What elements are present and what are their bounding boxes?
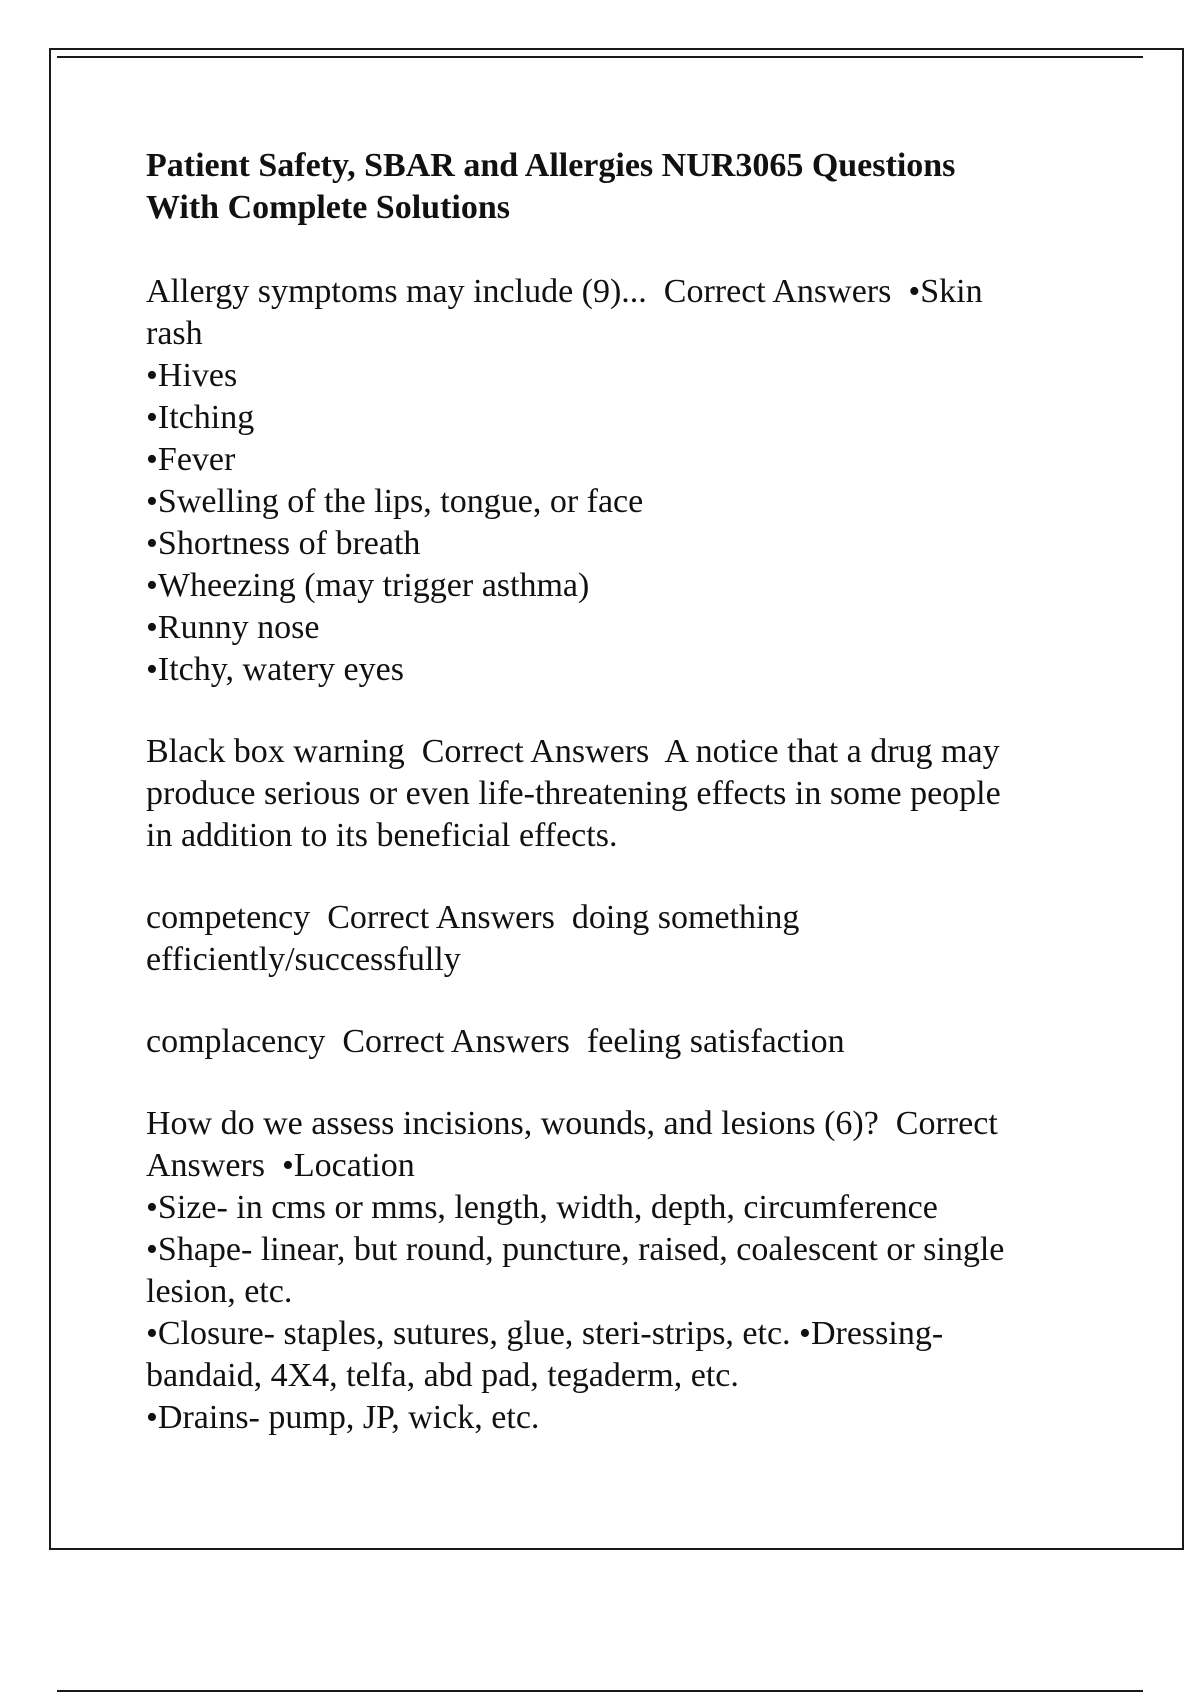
- qa-line: •Wheezing (may trigger asthma): [146, 567, 590, 604]
- qa-line: •Hives: [146, 357, 238, 394]
- qa-line: produce serious or even life-threatening effects in some people: [146, 775, 1001, 812]
- qa-line: Black box warning Correct Answers A notice that a drug may: [146, 733, 1000, 770]
- document-title: [146, 145, 1086, 229]
- qa-line: efficiently/successfully: [146, 941, 461, 978]
- qa-line: Answers •Location: [146, 1147, 415, 1184]
- qa-entry-allergy-symptoms: [146, 271, 1086, 691]
- qa-line: •Closure- staples, sutures, glue, steri-strips, etc. •Dressing-: [146, 1315, 944, 1352]
- qa-line: How do we assess incisions, wounds, and lesions (6)? Correct: [146, 1105, 998, 1142]
- qa-line: in addition to its beneficial effects.: [146, 817, 618, 854]
- qa-line: competency Correct Answers doing something: [146, 899, 800, 936]
- document-body: [146, 145, 1086, 1479]
- qa-line: •Itching: [146, 399, 255, 436]
- qa-line: •Shape- linear, but round, puncture, raised, coalescent or single: [146, 1231, 1005, 1268]
- qa-line: Allergy symptoms may include (9)... Correct Answers •Skin: [146, 273, 983, 310]
- bottom-rule: [57, 1690, 1143, 1692]
- document-title-line: With Complete Solutions: [146, 189, 510, 226]
- top-rule: [57, 56, 1143, 58]
- qa-line: •Shortness of breath: [146, 525, 421, 562]
- qa-line: rash: [146, 315, 203, 352]
- qa-line: •Fever: [146, 441, 236, 478]
- document-title-line: Patient Safety, SBAR and Allergies NUR3065 Questions: [146, 147, 956, 184]
- qa-line: bandaid, 4X4, telfa, abd pad, tegaderm, etc.: [146, 1357, 739, 1394]
- qa-line: •Drains- pump, JP, wick, etc.: [146, 1399, 540, 1436]
- qa-line: complacency Correct Answers feeling satisfaction: [146, 1023, 845, 1060]
- qa-line: •Runny nose: [146, 609, 320, 646]
- qa-entry-assess-incisions: [146, 1103, 1086, 1439]
- qa-line: lesion, etc.: [146, 1273, 293, 1310]
- qa-entry-complacency: [146, 1021, 1086, 1063]
- qa-entry-competency: [146, 897, 1086, 981]
- qa-entry-black-box-warning: [146, 731, 1086, 857]
- qa-line: •Swelling of the lips, tongue, or face: [146, 483, 644, 520]
- qa-line: •Itchy, watery eyes: [146, 651, 404, 688]
- qa-line: •Size- in cms or mms, length, width, depth, circumference: [146, 1189, 938, 1226]
